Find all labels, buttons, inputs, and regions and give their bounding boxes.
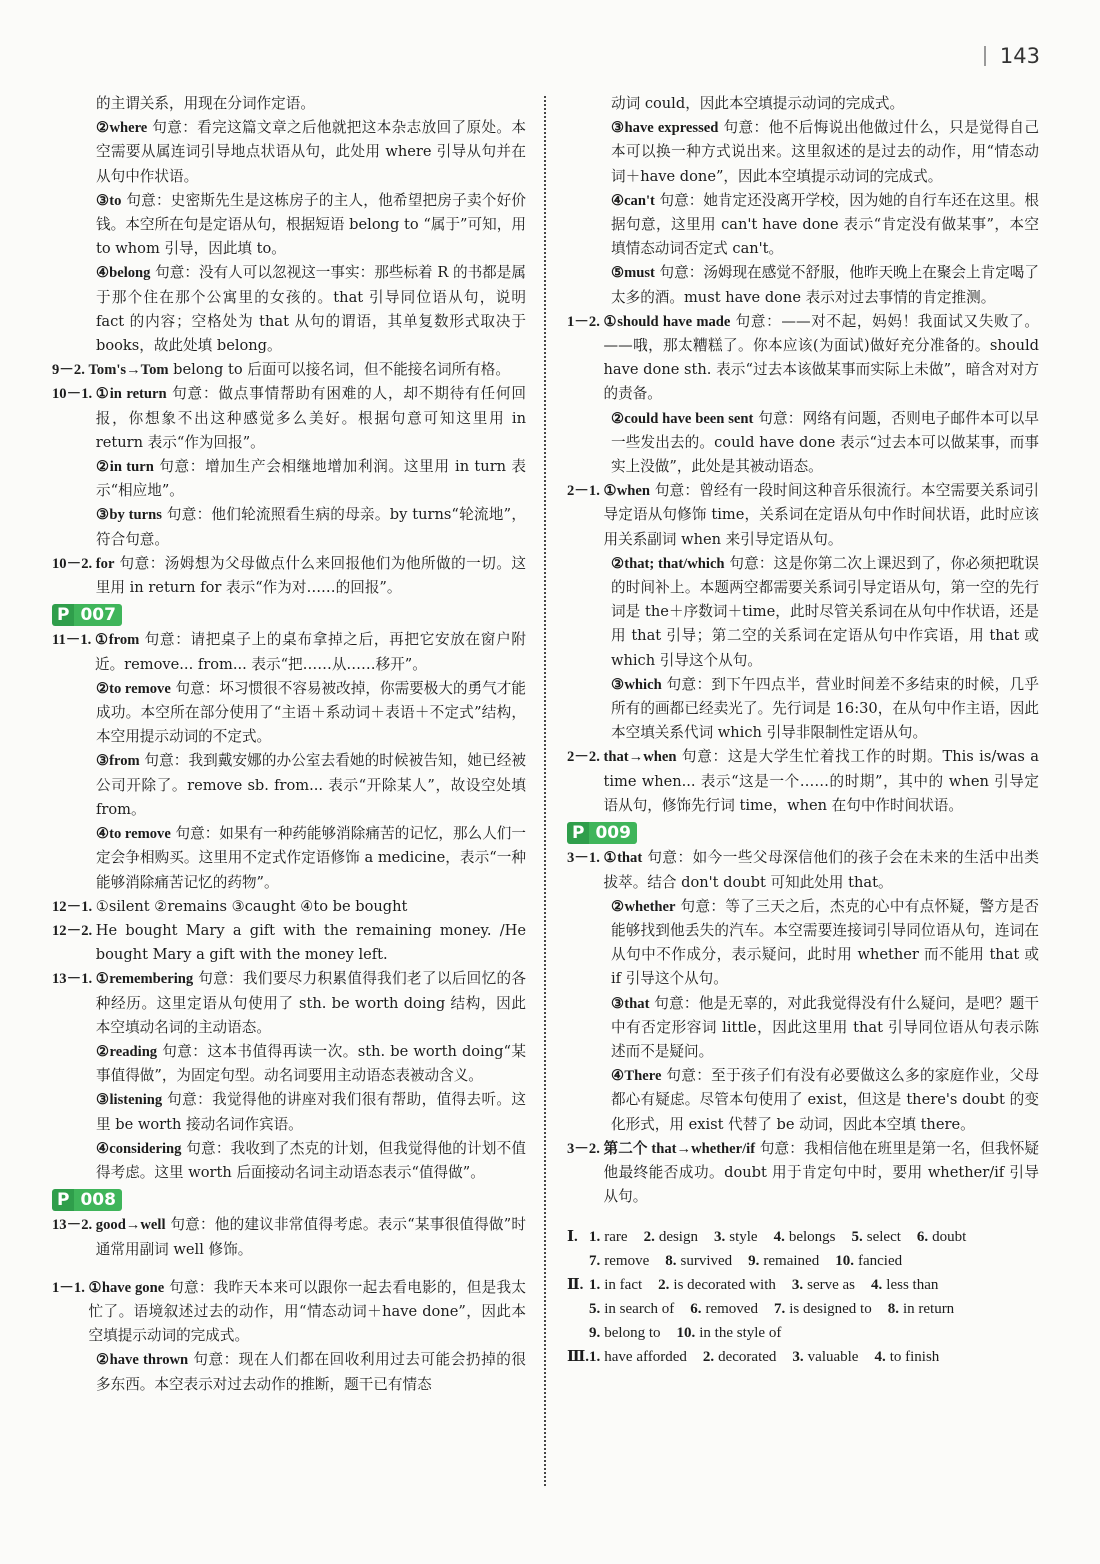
vocab-item: [589, 1249, 649, 1273]
group-roman: Ⅲ.: [567, 1349, 590, 1366]
vocab-word: remained: [763, 1253, 820, 1270]
vocab-number: 10.: [676, 1325, 696, 1342]
explanation: 句意：他们轮流照看生病的母亲。by turns“轮流地”，符合句意。: [96, 506, 526, 548]
explanation: 句意：我昨天本来可以跟你一起去看电影的，但是我太忙了。语境叙述过去的动作，用“情态动词＋have done”，因此本空填提示动词的完成式。: [88, 1278, 526, 1345]
answer-key: ④can't: [611, 192, 655, 209]
vocab-number: 6.: [916, 1229, 929, 1246]
group-items: [589, 1225, 1029, 1273]
vocab-item: [589, 1321, 661, 1345]
item-number: 1－2.: [567, 313, 604, 330]
answer-item: [52, 382, 526, 455]
vocab-group: [567, 1345, 1039, 1369]
answer-subitem: [567, 1064, 1039, 1137]
vocab-number: 3.: [713, 1229, 726, 1246]
vocab-number: 8.: [665, 1253, 677, 1270]
answer-key: ①should have made: [603, 313, 731, 330]
explanation: 句意：他不后悔说出他做过什么，只是觉得自己本可以换一种方式说出来。这里叙述的是过去的动作，用“情态动词＋have done”，因此本空填提示动词的完成式。: [611, 119, 1039, 185]
explanation: 句意：请把桌子上的桌布拿掉之后，再把它安放在窗户附近。remove... from... 表示“把……从……移开”。: [94, 631, 526, 673]
vocab-item: [792, 1273, 855, 1297]
answer-subitem: [567, 552, 1039, 673]
vocab-word: in search of: [604, 1301, 675, 1318]
explanation: 句意：这是你第二次上课迟到了，你必须把耽误的时间补上。本题两空都需要关系词引导定语从句，第一空的先行词是 the＋序数词＋time，此时尽管关系词在从句中作状语，还是用 that 引导；第二空的关系词在定语从句中作宾语，用 that 或 which 引导这个从句。: [611, 554, 1039, 669]
vocab-number: 3.: [792, 1349, 804, 1366]
item-number: 12－1.: [52, 898, 96, 915]
answer-item: [52, 552, 526, 600]
explanation: 句意：等了三天之后，杰克的心中有点怀疑，警方是否能够找到他丢失的汽车。本空需要连接词引导同位语从句，连词在从句中不作成分，表示疑问，此时用 whether 而不能用 that 或 if 引导这个从句。: [611, 897, 1039, 988]
answer-key: ③from: [96, 753, 140, 770]
answer-subitem: [52, 1137, 526, 1185]
answer-key: good→well: [95, 1217, 166, 1234]
vocab-word: in fact: [604, 1277, 643, 1294]
item-text: [604, 846, 1040, 894]
item-number: 2－2.: [567, 749, 604, 766]
explanation: 句意：史密斯先生是这栋房子的主人，他希望把房子卖个好价钱。本空所在句是定语从句，根据短语 belong to “属于”可知，用 to whom 引导，因此填 to。: [96, 191, 526, 258]
item-text: [96, 1213, 526, 1261]
answer-item: [52, 895, 526, 919]
vocab-item: [589, 1273, 642, 1297]
explanation: 句意：他是无辜的，对此我觉得没有什么疑问，是吧？题干中有否定形容词 little，因此这里用 that 引导同位语从句表示陈述而不是疑问。: [611, 994, 1039, 1060]
vocab-number: 1.: [589, 1229, 601, 1246]
answer-key: ③have expressed: [611, 120, 719, 137]
vocab-word: in return: [902, 1301, 955, 1318]
vocab-number: 4.: [871, 1277, 883, 1294]
answer-subitem: [52, 1088, 526, 1136]
vocab-number: 4.: [874, 1349, 886, 1366]
answer-subitem: [567, 673, 1039, 746]
answer-key: ③listening: [96, 1092, 163, 1109]
badge-number: 009: [589, 822, 637, 844]
answer-subitem: [567, 407, 1039, 480]
vocab-item: [677, 1321, 782, 1345]
item-text: [604, 1137, 1040, 1210]
explanation: 句意：我觉得他的讲座对我们很有帮助，值得去听。这里 be worth 接动名词作宾语。: [96, 1091, 526, 1133]
vocab-item: [748, 1249, 819, 1273]
item-number: 10－1.: [52, 386, 96, 403]
explanation: 句意：到下午四点半，营业时间差不多结束的时候，几乎所有的画都已经卖光了。先行词是 16:30，在从句中作主语，因此本空填关系代词 which 引导非限制性定语从句。: [611, 675, 1039, 742]
item-number: 2－1.: [567, 483, 604, 500]
vocab-number: 8.: [887, 1301, 899, 1318]
vocab-group: [567, 1225, 1039, 1273]
vocab-word: to finish: [889, 1349, 940, 1366]
explanation: 句意：没有人可以忽视这一事实：那些标着 R 的书都是属于那个住在那个公寓里的女孩的。that 引导同位语从句，说明 fact 的内容；空格处为 that 从句的谓语，其单复数形式取决于 books，故此处填 belong。: [96, 264, 526, 355]
vocab-word: valuable: [807, 1349, 859, 1366]
vocab-item: [589, 1225, 628, 1249]
item-number: 3－1.: [567, 850, 604, 867]
vocab-word: decorated: [718, 1349, 777, 1366]
vocab-word: serve as: [807, 1277, 856, 1294]
vocab-item: [644, 1225, 698, 1249]
item-text: [96, 895, 526, 919]
item-text: [89, 358, 527, 382]
vocab-number: 1.: [589, 1277, 601, 1294]
vocab-number: 9.: [748, 1253, 760, 1270]
answer-key: for: [95, 555, 115, 572]
answer-key: ①have gone: [88, 1279, 165, 1296]
answer-key: ①when: [603, 483, 651, 500]
answer-item: [52, 628, 526, 676]
item-text: [96, 382, 526, 455]
vocab-number: 5.: [589, 1301, 601, 1318]
badge-number: 007: [74, 604, 122, 626]
item-number: 12－2.: [52, 922, 96, 939]
answer-key: ②that; that/which: [611, 555, 725, 572]
vocab-item: [871, 1273, 938, 1297]
column-divider: [544, 96, 546, 1486]
explanation: 句意：他的建议非常值得考虑。表示“某事很值得做”时通常用副词 well 修饰。: [95, 1216, 526, 1258]
explanation: 句意：如果有一种药能够消除痛苦的记忆，那么人们一定会争相购买。这里用不定式作定语修饰 a medicine，表示“一种能够消除痛苦记忆的药物”。: [96, 825, 526, 891]
item-number: 3－2.: [567, 1140, 604, 1157]
explanation: 句意：我相信他在班里是第一名，但我怀疑他最终能否成功。doubt 用于肯定句中时，要用 whether/if 引导从句。: [603, 1139, 1039, 1206]
item-text: [96, 967, 526, 1040]
vocab-number: 2.: [643, 1229, 655, 1246]
answer-subitem: [567, 261, 1039, 309]
answer-key: ①remembering: [95, 971, 194, 988]
answer-key: Tom's→Tom: [88, 362, 169, 379]
vocab-number: 7.: [773, 1301, 786, 1318]
group-roman: Ⅰ.: [567, 1229, 578, 1246]
section-gap: [52, 1262, 526, 1276]
answer-key: ④There: [611, 1068, 662, 1085]
explanation: 句意：如今一些父母深信他们的孩子会在未来的生活中出类拔萃。结合 don't doubt 可知此处用 that。: [603, 849, 1039, 891]
vocab-number: 9.: [589, 1325, 601, 1342]
answer-item: [567, 310, 1039, 407]
page-number: 143: [999, 44, 1040, 68]
item-text: [604, 479, 1040, 552]
header-bar: [984, 46, 986, 66]
explanation: 句意：她肯定还没离开学校，因为她的自行车还在这里。根据句意，这里用 can't have done 表示“肯定没有做某事”，本空填情态动词否定式 can't。: [611, 191, 1039, 258]
answer-key: ②in turn: [96, 459, 154, 476]
vocab-word: doubt: [932, 1229, 967, 1246]
left-column: [52, 92, 526, 1397]
item-number: 11－1.: [52, 632, 95, 649]
vocab-word: rare: [604, 1229, 628, 1246]
answer-subitem: [52, 455, 526, 503]
explanation: 句意：至于孩子们有没有必要做这么多的家庭作业，父母都心有疑虑。尽管本句使用了 exist，但这是 there's doubt 的变化形式，用 exist 代替了 be 动词，因此本空填 there。: [611, 1067, 1039, 1133]
item-text: [95, 628, 526, 676]
answer-subitem: [567, 895, 1039, 992]
answer-key: ②have thrown: [96, 1352, 189, 1369]
vocab-number: 3.: [791, 1277, 804, 1294]
vocab-item: [714, 1225, 758, 1249]
section-badge: [52, 604, 122, 626]
item-number: 13－1.: [52, 971, 96, 988]
vocab-answers: [567, 1225, 1039, 1369]
explanation: 句意：汤姆想为父母做点什么来回报他们为他所做的一切。这里用 in return for 表示“作为对……的回报”。: [95, 554, 526, 597]
explanation: 句意：我们要尽力积累值得我们老了以后回忆的各种经历。这里定语从句使用了 sth. be worth doing 结构，因此本空填动名词的主动语态。: [95, 970, 526, 1036]
answer-key: ③which: [611, 676, 662, 693]
explanation: 句意：这是大学生忙着找工作的时期。This is/was a time when... 表示“这是一个……的时期”，其中的 when 引导定语从句，修饰先行词 time，when 在句中作时间状语。: [603, 748, 1039, 814]
answer-key: that→when: [603, 749, 677, 766]
explanation: 句意：看完这篇文章之后他就把这本杂志放回了原处。本空需要从属连词引导地点状语从句，此处用 where 引导从句并在从句中作状语。: [96, 119, 526, 185]
vocab-word: is designed to: [789, 1301, 872, 1318]
answer-item: [567, 479, 1039, 552]
vocab-number: 10.: [835, 1253, 854, 1270]
vocab-item: [874, 1345, 939, 1369]
item-number: 13－2.: [52, 1217, 96, 1234]
answer-subitem: [567, 992, 1039, 1065]
answer-item: [52, 1213, 526, 1261]
answer-key: ④belong: [96, 265, 151, 282]
vocab-number: 7.: [589, 1253, 601, 1270]
explanation: 句意：我收到了杰克的计划，但我觉得他的计划不值得考虑。这里 worth 后面接动名词主动语态表示“值得做”。: [96, 1139, 526, 1181]
vocab-item: [703, 1345, 777, 1369]
vocab-number: 6.: [690, 1301, 702, 1318]
vocab-word: removed: [705, 1301, 758, 1318]
vocab-item: [690, 1297, 758, 1321]
explanation: He bought Mary a gift with the remaining money. /He bought Mary a gift with the money left.: [95, 921, 526, 964]
explanation: 句意：增加生产会相继地增加利润。这里用 in turn 表示“相应地”。: [96, 458, 526, 500]
vocab-item: [658, 1273, 776, 1297]
answer-subitem: [52, 116, 526, 189]
badge-number: 008: [74, 1189, 122, 1211]
explanation: 句意：做点事情帮助有困难的人，却不期待有任何回报，你想象不出这种感觉多么美好。根据句意可知这里用 in return 表示“作为回报”。: [95, 385, 526, 451]
vocab-word: in the style of: [699, 1325, 782, 1342]
answer-subitem: [52, 822, 526, 895]
answer-key: ②to remove: [96, 680, 171, 697]
answer-item: [52, 358, 526, 382]
answer-item: [567, 1137, 1039, 1210]
vocab-word: belongs: [788, 1229, 836, 1246]
vocab-item: [589, 1345, 687, 1369]
explanation: 句意：现在人们都在回收利用过去可能会扔掉的很多东西。本空表示对过去动作的推断，题干已有情态: [96, 1351, 526, 1393]
vocab-item: [835, 1249, 902, 1273]
answer-key: ①that: [603, 850, 643, 867]
answer-item: [567, 745, 1039, 818]
explanation: 句意：坏习惯很不容易被改掉，你需要极大的勇气才能成功。本空所在部分使用了“主语＋系动词＋表语＋不定式”结构，本空用提示动词的不定式。: [96, 679, 526, 746]
answer-key: ①in return: [95, 386, 167, 403]
vocab-number: 2.: [702, 1349, 715, 1366]
explanation: 的主谓关系，用现在分词作定语。: [96, 95, 315, 112]
answer-subitem: [52, 1348, 526, 1396]
answer-key: ②where: [96, 120, 148, 137]
explanation: 句意：曾经有一段时间这种音乐很流行。本空需要关系词引导定语从句修饰 time，关系词在定语从句中作时间状语，此时应该用关系副词 when 来引导定语从句。: [603, 482, 1039, 548]
explanation: 句意：我到戴安娜的办公室去看她的时候被告知，她已经被公司开除了。remove sb. from... 表示“开除某人”，故设空处填 from。: [96, 752, 526, 818]
answer-subitem: [52, 261, 526, 358]
badge-letter: P: [52, 1189, 74, 1211]
answer-item: [52, 967, 526, 1040]
vocab-word: remove: [604, 1253, 650, 1270]
badge-letter: P: [52, 604, 74, 626]
section-badge: [567, 822, 637, 844]
vocab-item: [852, 1225, 901, 1249]
explanation: 句意：网络有问题，否则电子邮件本可以早一些发出去的。could have done 表示“过去本可以做某事，而事实上没做”，此处是其被动语态。: [611, 409, 1039, 476]
vocab-word: survived: [680, 1253, 733, 1270]
explanation: ①silent ②remains ③caught ④to be bought: [95, 897, 408, 915]
item-text: [89, 1276, 527, 1349]
continued-text: [567, 92, 1039, 116]
answer-subitem: [52, 749, 526, 822]
vocab-group: [567, 1273, 1039, 1345]
vocab-item: [888, 1297, 954, 1321]
vocab-word: design: [658, 1229, 698, 1246]
explanation: 动词 could，因此本空填提示动词的完成式。: [611, 95, 905, 112]
answer-item: [52, 919, 526, 967]
right-column: [567, 92, 1039, 1369]
continued-text: [52, 92, 526, 116]
item-number: 1－1.: [52, 1279, 89, 1296]
vocab-word: fancied: [857, 1253, 903, 1270]
vocab-number: 2.: [658, 1277, 670, 1294]
item-text: [96, 552, 526, 600]
answer-key: ⑤must: [611, 265, 655, 282]
answer-key: ④to remove: [96, 826, 171, 843]
answer-key: ③to: [96, 192, 122, 209]
answer-key: ③that: [611, 995, 650, 1012]
page-header: [984, 44, 1040, 68]
explanation: 句意：汤姆现在感觉不舒服，他昨天晚上在聚会上肯定喝了太多的酒。must have done 表示对过去事情的肯定推测。: [611, 264, 1039, 306]
vocab-item: [774, 1297, 872, 1321]
explanation: belong to 后面可以接名词，但不能接名词所有格。: [168, 361, 510, 379]
vocab-word: belong to: [604, 1325, 661, 1342]
answer-key: ②could have been sent: [611, 410, 754, 427]
vocab-word: is decorated with: [673, 1277, 776, 1294]
answer-item: [567, 846, 1039, 894]
answer-key: 第二个 that→whether/if: [603, 1140, 756, 1157]
answer-item: [52, 1276, 526, 1349]
vocab-word: have afforded: [604, 1349, 687, 1366]
answer-subitem: [52, 189, 526, 262]
group-items: [589, 1345, 1029, 1369]
vocab-item: [589, 1297, 674, 1321]
vocab-item: [774, 1225, 836, 1249]
vocab-word: style: [729, 1229, 758, 1246]
vocab-word: select: [866, 1229, 901, 1246]
answer-key: ④considering: [96, 1140, 182, 1157]
item-number: 9－2.: [52, 362, 89, 379]
item-number: 10－2.: [52, 555, 96, 572]
explanation: 句意：——对不起，妈妈！我面试又失败了。——哦，那太糟糕了。你本应该(为面试)做好充分准备的。should have done sth. 表示“过去本该做某事而实际上未做”，暗含对对方的责备。: [603, 312, 1039, 403]
answer-key: ②whether: [611, 898, 676, 915]
answer-subitem: [567, 189, 1039, 262]
section-badge: [52, 1189, 122, 1211]
vocab-number: 5.: [851, 1229, 863, 1246]
badge-letter: P: [567, 822, 589, 844]
vocab-number: 1.: [589, 1349, 601, 1366]
vocab-item: [792, 1345, 858, 1369]
vocab-item: [917, 1225, 966, 1249]
item-text: [604, 745, 1040, 818]
group-items: [589, 1273, 1029, 1345]
answer-subitem: [52, 503, 526, 551]
item-text: [604, 310, 1040, 407]
vocab-number: 4.: [773, 1229, 785, 1246]
answer-subitem: [52, 1040, 526, 1088]
answer-key: ③by turns: [96, 507, 162, 524]
vocab-word: less than: [886, 1277, 939, 1294]
answer-key: ②reading: [96, 1043, 158, 1060]
item-text: [96, 919, 526, 967]
explanation: 句意：这本书值得再读一次。sth. be worth doing“某事值得做”，为固定句型。动名词要用主动语态表被动含义。: [96, 1042, 526, 1085]
answer-subitem: [52, 677, 526, 750]
group-roman: Ⅱ.: [567, 1277, 584, 1294]
answer-subitem: [567, 116, 1039, 189]
vocab-item: [665, 1249, 732, 1273]
answer-key: ①from: [94, 632, 140, 649]
